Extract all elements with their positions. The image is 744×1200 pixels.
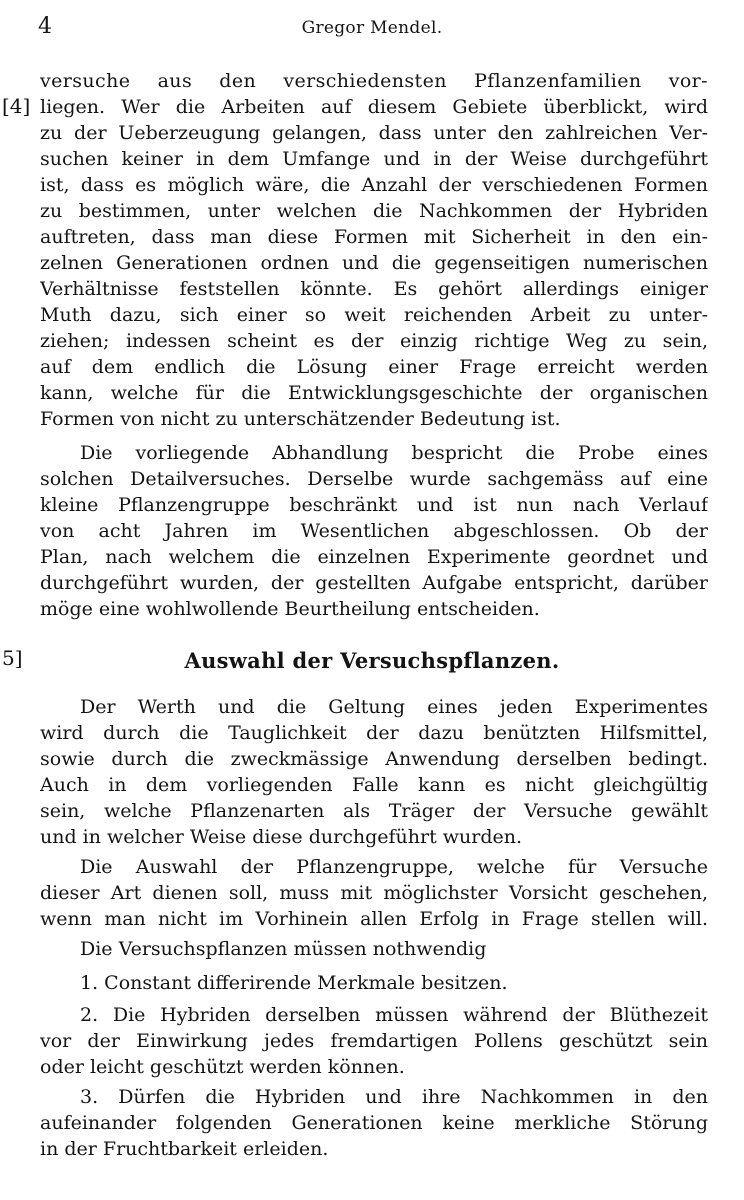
list-item-line: 1. Constant differirende Merkmale besitzen. — [80, 972, 508, 994]
paragraph-line: auftreten, dass man diese Formen mit Sicherheit in den ein- — [40, 226, 708, 248]
paragraph-line: versuche aus den verschiedensten Pflanzenfamilien vor- — [40, 70, 708, 92]
list-item-line: vor der Einwirkung jedes fremdartigen Pollens geschützt sein — [40, 1030, 708, 1052]
list-item-line: aufeinander folgenden Generationen keine merkliche Störung — [40, 1112, 708, 1134]
paragraph-line: ist, dass es möglich wäre, die Anzahl der verschiedenen Formen — [40, 174, 708, 196]
paragraph-line: möge eine wohlwollende Beurtheilung entscheiden. — [40, 598, 540, 620]
paragraph-line: kann, welche für die Entwicklungsgeschichte der organischen — [40, 382, 708, 404]
paragraph-line: Muth dazu, sich einer so weit reichenden Arbeit zu unter- — [40, 304, 708, 326]
paragraph-line: wird durch die Tauglichkeit der dazu benützten Hilfsmittel, — [40, 722, 708, 744]
paragraph-line: Der Werth und die Geltung eines jeden Experimentes — [80, 696, 708, 718]
paragraph-line: von acht Jahren im Wesentlichen abgeschlossen. Ob der — [40, 520, 708, 542]
page-header — [0, 14, 744, 44]
paragraph-line: sowie durch die zweckmässige Anwendung derselben bedingt. — [40, 748, 708, 770]
paragraph-line: Die vorliegende Abhandlung bespricht die Probe eines — [80, 442, 708, 464]
paragraph-1 — [40, 68, 708, 432]
paragraph-line: ziehen; indessen scheint es der einzig richtige Weg zu sein, — [40, 330, 708, 352]
list-item-line: oder leicht geschützt werden können. — [40, 1056, 405, 1078]
margin-note-5: 5] — [2, 646, 23, 670]
paragraph-line: Verhältnisse feststellen könnte. Es gehört allerdings einiger — [40, 278, 708, 300]
paragraph-line: Auch in dem vorliegenden Falle kann es nicht gleichgültig — [40, 774, 708, 796]
paragraph-5 — [40, 936, 708, 962]
paragraph-3 — [40, 694, 708, 850]
paragraph-line: suchen keiner in dem Umfange und in der Weise durchgeführt — [40, 148, 708, 170]
list-item-1 — [40, 970, 708, 996]
paragraph-line: Plan, nach welchem die einzelnen Experimente geordnet und — [40, 546, 708, 568]
paragraph-line: Die Versuchspflanzen müssen nothwendig — [80, 938, 487, 960]
paragraph-line: auf dem endlich die Lösung einer Frage erreicht werden — [40, 356, 708, 378]
paragraph-line: liegen. Wer die Arbeiten auf diesem Gebiete überblickt, wird — [40, 96, 708, 118]
paragraph-line: und in welcher Weise diese durchgeführt wurden. — [40, 826, 523, 848]
paragraph-line: durchgeführt wurden, der gestellten Aufgabe entspricht, darüber — [40, 572, 708, 594]
paragraph-line: Die Auswahl der Pflanzengruppe, welche für Versuche — [80, 856, 708, 878]
list-item-line: 3. Dürfen die Hybriden und ihre Nachkommen in den — [80, 1086, 708, 1108]
list-item-2 — [40, 1002, 708, 1080]
paragraph-line: sein, welche Pflanzenarten als Träger der Versuche gewählt — [40, 800, 708, 822]
paragraph-line: zu bestimmen, unter welchen die Nachkommen der Hybriden — [40, 200, 708, 222]
paragraph-2 — [40, 440, 708, 622]
margin-note-4: [4] — [2, 94, 31, 118]
paragraph-line: Formen von nicht zu unterschätzender Bedeutung ist. — [40, 408, 561, 430]
paragraph-line: wenn man nicht im Vorhinein allen Erfolg in Frage stellen will. — [40, 908, 708, 930]
paragraph-line: kleine Pflanzengruppe beschränkt und ist nun nach Verlauf — [40, 494, 708, 516]
paragraph-line: solchen Detailversuches. Derselbe wurde sachgemäss auf eine — [40, 468, 708, 490]
paragraph-line: zelnen Generationen ordnen und die gegenseitigen numerischen — [40, 252, 708, 274]
running-head: Gregor Mendel. — [301, 18, 443, 38]
paragraph-line: dieser Art dienen soll, muss mit möglichster Vorsicht geschehen, — [40, 882, 708, 904]
page-number: 4 — [38, 14, 52, 39]
list-item-line: 2. Die Hybriden derselben müssen während der Blüthezeit — [80, 1004, 708, 1026]
paragraph-4 — [40, 854, 708, 932]
paragraph-line: zu der Ueberzeugung gelangen, dass unter den zahlreichen Ver- — [40, 122, 708, 144]
list-item-line: in der Fruchtbarkeit erleiden. — [40, 1138, 329, 1160]
section-heading: Auswahl der Versuchspflanzen. — [184, 648, 560, 673]
list-item-3 — [40, 1084, 708, 1162]
